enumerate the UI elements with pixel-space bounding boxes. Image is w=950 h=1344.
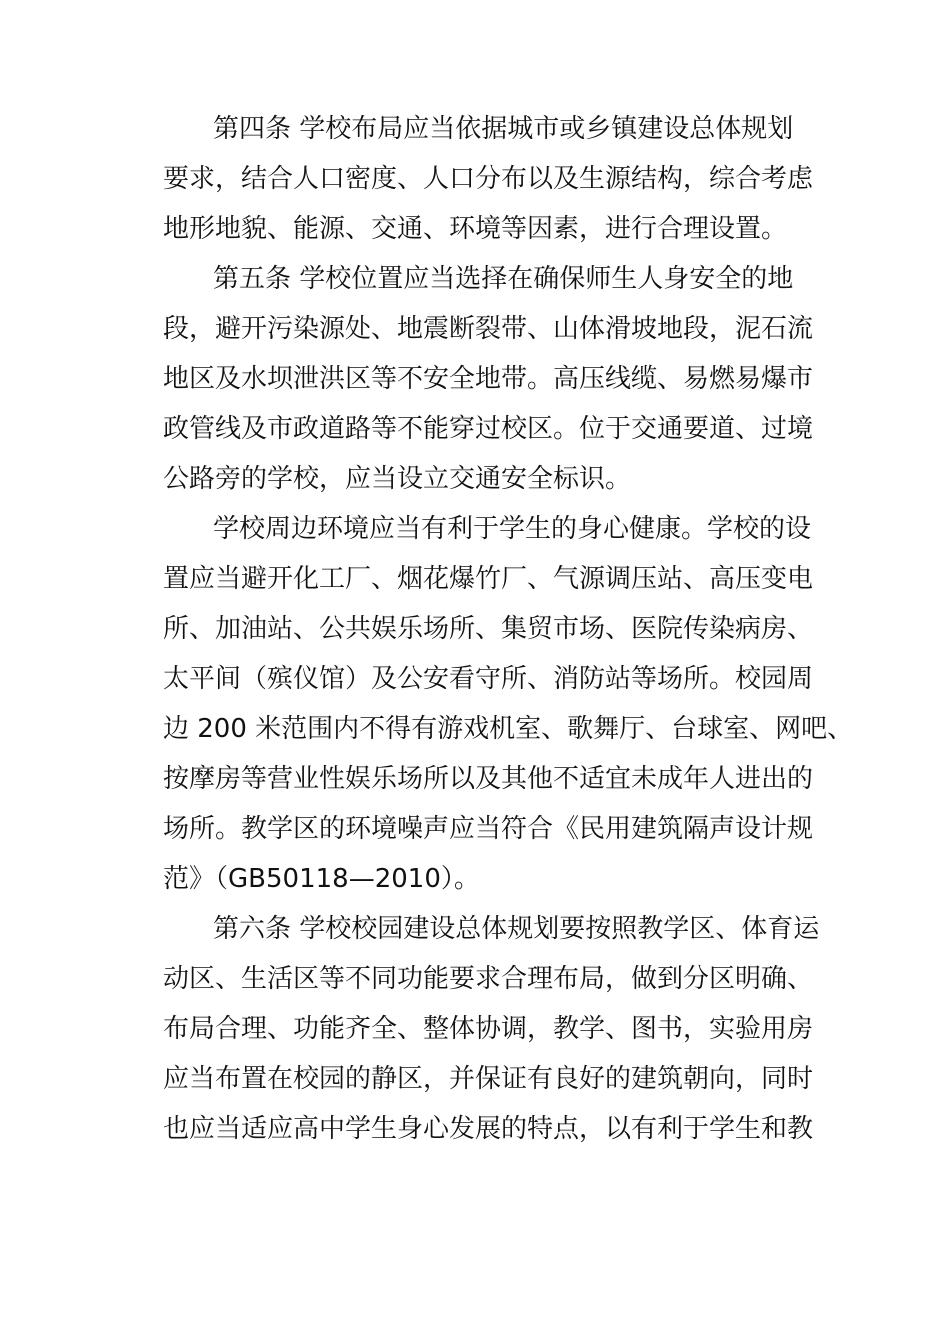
text-line: 要求，结合人口密度、人口分布以及生源结构，综合考虑 bbox=[163, 164, 814, 194]
article-4-paragraph bbox=[163, 104, 814, 254]
surroundings-paragraph bbox=[163, 504, 854, 904]
text-line: 动区、生活区等不同功能要求合理布局，做到分区明确、 bbox=[163, 964, 814, 994]
text-line: 应当布置在校园的静区，并保证有良好的建筑朝向，同时 bbox=[163, 1064, 814, 1094]
text-line: 地形地貌、能源、交通、环境等因素，进行合理设置。 bbox=[163, 214, 788, 244]
text-line: 政管线及市政道路等不能穿过校区。位于交通要道、过境 bbox=[163, 414, 814, 444]
text-line: 范》（GB50118—2010）。 bbox=[163, 864, 480, 894]
article-5-paragraph bbox=[163, 254, 814, 504]
text-line: 地区及水坝泄洪区等不安全地带。高压线缆、易燃易爆市 bbox=[163, 364, 814, 394]
text-line: 公路旁的学校，应当设立交通安全标识。 bbox=[163, 464, 632, 494]
text-line: 按摩房等营业性娱乐场所以及其他不适宜未成年人进出的 bbox=[163, 764, 814, 794]
text-line: 第四条 学校布局应当依据城市或乡镇建设总体规划 bbox=[213, 114, 794, 144]
text-line: 也应当适应高中学生身心发展的特点，以有利于学生和教 bbox=[163, 1114, 814, 1144]
text-line: 学校周边环境应当有利于学生的身心健康。学校的设 bbox=[213, 514, 812, 544]
text-line: 所、加油站、公共娱乐场所、集贸市场、医院传染病房、 bbox=[163, 614, 814, 644]
text-line: 第六条 学校校园建设总体规划要按照教学区、体育运 bbox=[213, 914, 820, 944]
article-6-paragraph bbox=[163, 904, 820, 1154]
text-line: 置应当避开化工厂、烟花爆竹厂、气源调压站、高压变电 bbox=[163, 564, 814, 594]
text-line: 太平间（殡仪馆）及公安看守所、消防站等场所。校园周 bbox=[163, 664, 814, 694]
text-line: 布局合理、功能齐全、整体协调，教学、图书，实验用房 bbox=[163, 1014, 814, 1044]
document-body bbox=[163, 104, 854, 1154]
text-line: 边 200 米范围内不得有游戏机室、歌舞厅、台球室、网吧、 bbox=[163, 714, 854, 744]
text-line: 段，避开污染源处、地震断裂带、山体滑坡地段，泥石流 bbox=[163, 314, 814, 344]
text-line: 第五条 学校位置应当选择在确保师生人身安全的地 bbox=[213, 264, 794, 294]
text-line: 场所。教学区的环境噪声应当符合《民用建筑隔声设计规 bbox=[163, 814, 814, 844]
